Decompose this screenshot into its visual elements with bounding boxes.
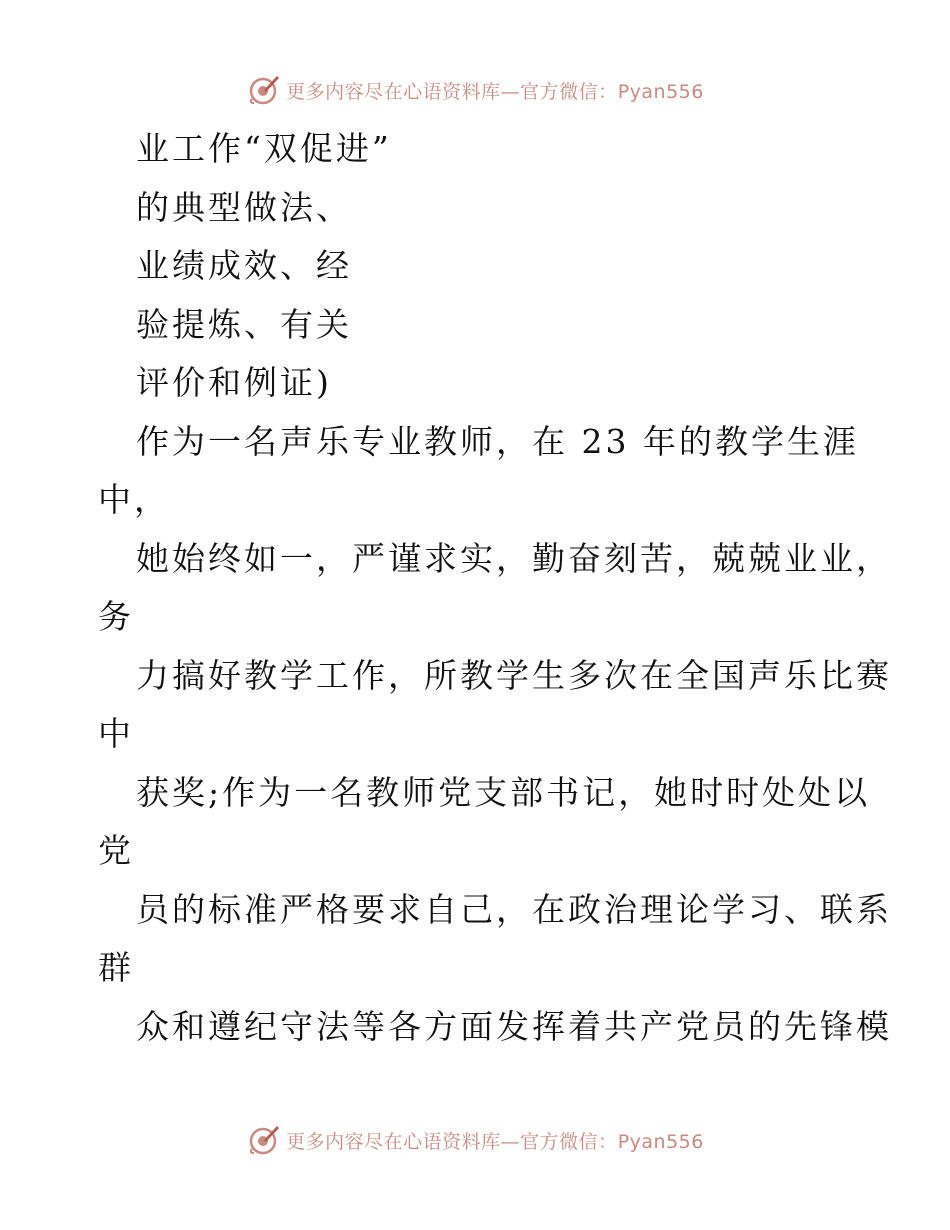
watermark-slogan: 更多内容尽在心语资料库 bbox=[286, 1130, 501, 1153]
body-line: 众和遵纪守法等各方面发挥着共产党员的先锋模 bbox=[136, 1006, 892, 1046]
body-line: 业工作“双促进” bbox=[136, 129, 392, 168]
body-line: 验提炼、有关 bbox=[136, 304, 352, 344]
body-line: 业绩成效、经 bbox=[136, 246, 352, 285]
footer-watermark bbox=[0, 1120, 950, 1160]
body-line: 中， bbox=[98, 480, 170, 519]
watermark-wechat-label: 官方微信： bbox=[520, 1130, 618, 1153]
body-line: 评价和例证) bbox=[136, 363, 332, 402]
body-line: 力搞好教学工作，所教学生多次在全国声乐比赛 bbox=[136, 655, 892, 695]
quill-circle-logo-icon bbox=[246, 1123, 280, 1157]
watermark-slogan: 更多内容尽在心语资料库 bbox=[286, 80, 501, 103]
watermark-separator: — bbox=[500, 80, 521, 103]
body-line: 党 bbox=[98, 831, 134, 870]
watermark-wechat-id: Pyan556 bbox=[617, 1130, 704, 1153]
body-line: 员的标准严格要求自己，在政治理论学习、联系 bbox=[136, 889, 892, 929]
body-line: 中 bbox=[98, 714, 134, 753]
body-line: 她始终如一，严谨求实，勤奋刻苦，兢兢业业， bbox=[136, 538, 892, 578]
body-line: 务 bbox=[98, 597, 134, 636]
header-watermark bbox=[0, 70, 950, 110]
watermark-text bbox=[286, 77, 704, 104]
body-line: 的典型做法、 bbox=[136, 187, 352, 227]
body-line: 获奖;作为一名教师党支部书记，她时时处处以 bbox=[136, 772, 871, 812]
watermark-separator: — bbox=[500, 1130, 521, 1153]
document-body bbox=[98, 120, 898, 1056]
watermark-wechat-id: Pyan556 bbox=[617, 80, 704, 103]
watermark-text bbox=[286, 1127, 704, 1154]
body-line: 作为一名声乐专业教师，在 23 年的教学生涯 bbox=[136, 421, 859, 461]
watermark-wechat-label: 官方微信： bbox=[520, 80, 618, 103]
body-line: 群 bbox=[98, 948, 134, 987]
quill-circle-logo-icon bbox=[246, 73, 280, 107]
